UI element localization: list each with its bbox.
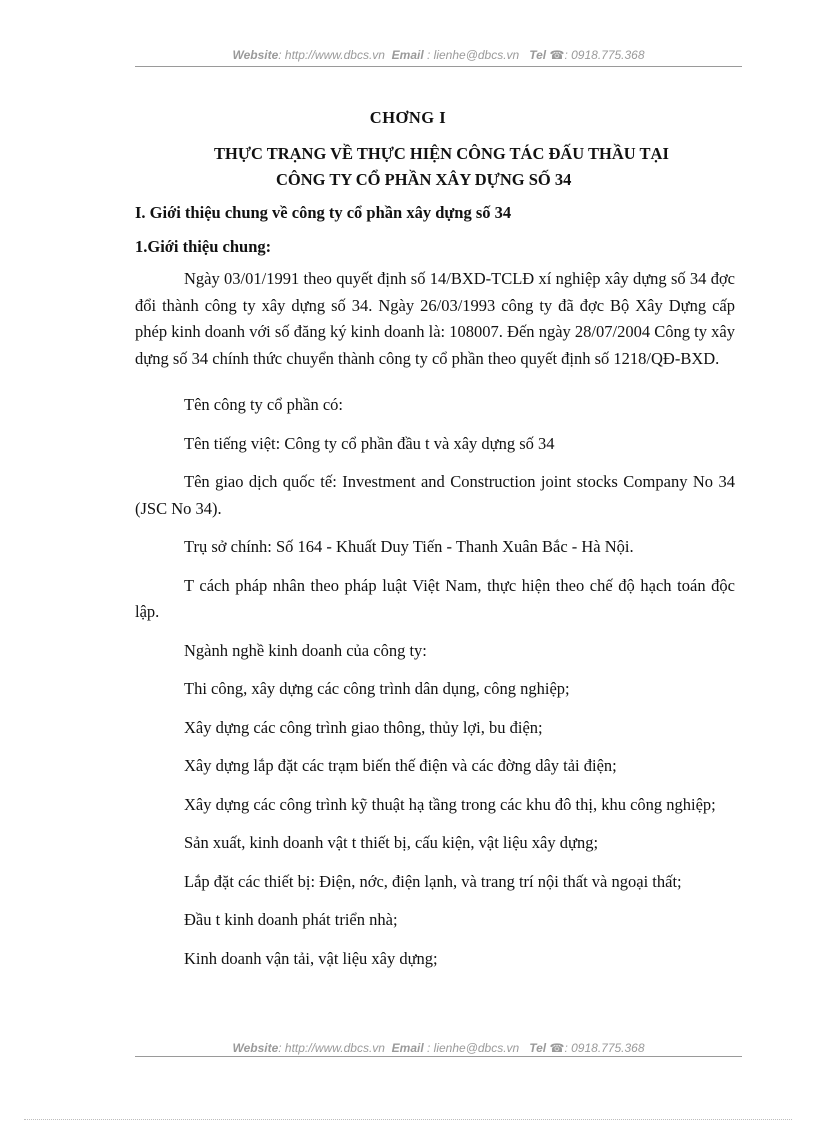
paragraph: Ngày 03/01/1991 theo quyết định số 14/BXD-TCLĐ xí nghiệp xây dựng số 34 đợc đổi thành công ty xây dựng số 34. Ngày 26/03/1993 công ty đã đợc Bộ Xây Dựng cấp phép kinh doanh với số đăng ký kinh doanh là: 108007. Đến ngày 28/07/2004 Công ty xây dựng số 34 chính thức chuyển thành công ty cổ phần theo quyết định số 1218/QĐ-BXD. — [135, 269, 735, 368]
footer-tel-label: Tel — [529, 1041, 547, 1055]
chapter-title: CHƠNG I — [369, 108, 447, 127]
header-tel-value: : 0918.775.368 — [564, 48, 645, 62]
paragraph: Sản xuất, kinh doanh vật t thiết bị, cấu kiện, vật liệu xây dựng; — [184, 833, 599, 852]
paragraph: Đầu t kinh doanh phát triển nhà; — [184, 910, 398, 929]
paragraph: Xây dựng các công trình kỹ thuật hạ tầng trong các khu đô thị, khu công nghiệp; — [184, 794, 716, 814]
chapter-subtitle-line-2: CÔNG TY CỔ PHẦN XÂY DỰNG SỐ 34 — [276, 170, 572, 189]
phone-icon: ☎ — [549, 48, 565, 62]
page-bottom-border — [24, 1119, 792, 1120]
paragraph: Thi công, xây dựng các công trình dân dụng, công nghiệp; — [184, 679, 570, 698]
header-website-label: Website — [232, 48, 279, 62]
section-heading: I. Giới thiệu chung về công ty cổ phần xây dựng số 34 — [135, 203, 512, 222]
header-website-link[interactable]: : http://www.dbcs.vn — [278, 48, 385, 62]
header-email-link[interactable]: : lienhe@dbcs.vn — [427, 48, 520, 62]
paragraph: Tên giao dịch quốc tế: Investment and Construction joint stocks Company No 34 (JSC No 34). — [135, 472, 735, 518]
footer-tel-value: : 0918.775.368 — [564, 1041, 645, 1055]
paragraph: Lắp đặt các thiết bị: Điện, nớc, điện lạnh, và trang trí nội thất và ngoại thất; — [184, 871, 682, 891]
paragraph: T cách pháp nhân theo pháp luật Việt Nam, thực hiện theo chế độ hạch toán độc lập. — [135, 575, 735, 621]
chapter-subtitle-line-1: THỰC TRẠNG VỀ THỰC HIỆN CÔNG TÁC ĐẤU THẦU TẠI — [214, 144, 669, 163]
page-header — [135, 48, 742, 62]
page-footer — [135, 1041, 742, 1055]
footer-email-link[interactable]: : lienhe@dbcs.vn — [427, 1041, 520, 1055]
paragraph: Tên tiếng việt: Công ty cổ phần đầu t và xây dựng số 34 — [184, 433, 555, 453]
paragraph: Xây dựng lắp đặt các trạm biến thế điện và các đờng dây tải điện; — [184, 756, 617, 775]
paragraph: Trụ sở chính: Số 164 - Khuất Duy Tiến - Thanh Xuân Bắc - Hà Nội. — [184, 537, 634, 556]
phone-icon: ☎ — [549, 1041, 565, 1055]
document-body — [135, 266, 735, 984]
paragraph: Xây dựng các công trình giao thông, thủy lợi, bu điện; — [184, 717, 543, 737]
footer-email-label: Email — [391, 1041, 424, 1055]
paragraph: Tên công ty cổ phần có: — [184, 395, 343, 414]
header-rule — [135, 66, 742, 67]
footer-website-label: Website — [232, 1041, 279, 1055]
header-email-label: Email — [391, 48, 424, 62]
footer-rule — [135, 1056, 742, 1057]
header-tel-label: Tel — [529, 48, 547, 62]
footer-website-link[interactable]: : http://www.dbcs.vn — [278, 1041, 385, 1055]
paragraph: Ngành nghề kinh doanh của công ty: — [184, 640, 427, 660]
paragraph: Kinh doanh vận tải, vật liệu xây dựng; — [184, 948, 438, 968]
sub-heading: 1.Giới thiệu chung: — [135, 237, 272, 256]
